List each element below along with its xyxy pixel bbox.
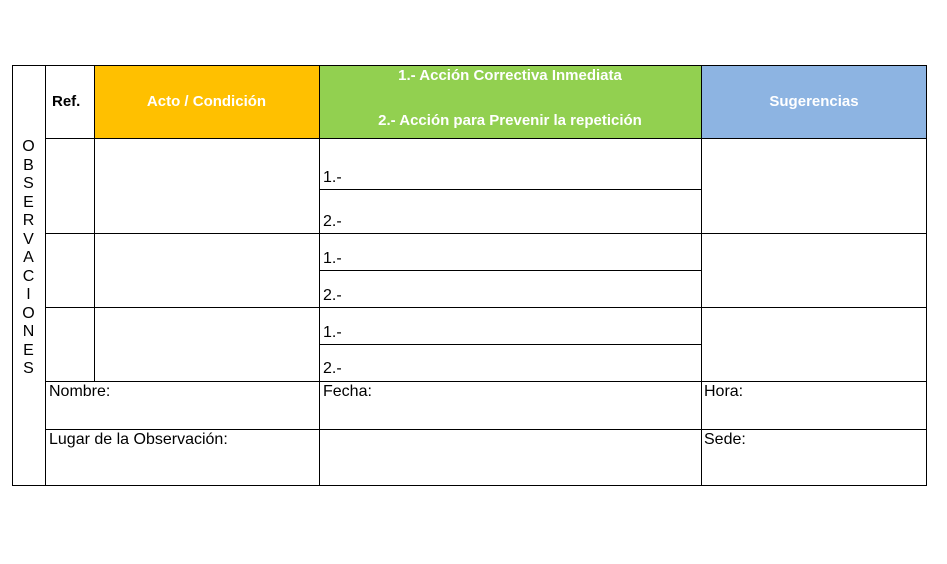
side-label-observaciones <box>12 138 45 379</box>
header-sugerencias <box>701 65 927 138</box>
header-ref <box>45 65 94 138</box>
header-accion-correctiva: 1.- Acción Correctiva Inmediata <box>398 67 622 84</box>
row-1-accion-1: 1.- <box>323 169 342 186</box>
accion-split-2 <box>319 270 701 271</box>
side-letter: S <box>23 360 34 377</box>
divider-side <box>45 65 46 486</box>
row-3-accion-2: 2.- <box>323 360 342 377</box>
side-letter: I <box>26 286 31 303</box>
side-letter: O <box>22 304 35 322</box>
header-sugerencias-label: Sugerencias <box>769 93 859 110</box>
row-line-4 <box>45 429 927 430</box>
side-letter: R <box>22 212 35 229</box>
border-bottom <box>12 485 927 486</box>
divider-acto <box>319 65 320 486</box>
border-top <box>12 65 927 66</box>
nombre-label: Nombre: <box>49 383 111 400</box>
observation-form <box>12 65 927 486</box>
side-letter: E <box>23 193 34 211</box>
row-2-accion-1: 1.- <box>323 250 342 267</box>
side-letter: A <box>23 249 34 266</box>
accion-split-3 <box>319 344 701 345</box>
row-line-header <box>45 138 927 139</box>
header-acto-condicion <box>94 65 319 138</box>
row-line-1 <box>45 233 927 234</box>
border-right <box>926 65 927 486</box>
lugar-observacion-label: Lugar de la Observación: <box>49 431 228 448</box>
row-line-2 <box>45 307 927 308</box>
sede-label: Sede: <box>704 431 746 448</box>
side-letter: B <box>23 156 34 174</box>
fecha-label: Fecha: <box>323 383 372 400</box>
accion-split-1 <box>319 189 701 190</box>
row-2-accion-2: 2.- <box>323 287 342 304</box>
divider-accion <box>701 65 702 486</box>
row-line-3 <box>45 381 927 382</box>
row-3-accion-1: 1.- <box>323 324 342 341</box>
side-letter: O <box>22 138 35 155</box>
side-letter: V <box>23 230 34 248</box>
header-acto-label: Acto / Condición <box>146 93 267 110</box>
hora-label: Hora: <box>704 383 744 400</box>
side-letter: C <box>22 267 35 285</box>
side-letter: E <box>23 341 34 359</box>
row-1-accion-2: 2.- <box>323 213 342 230</box>
side-letter: S <box>23 175 34 192</box>
header-ref-label: Ref. <box>52 93 81 110</box>
divider-ref <box>94 65 95 381</box>
header-accion-prevenir: 2.- Acción para Prevenir la repetición <box>378 112 642 129</box>
header-accion <box>319 65 701 138</box>
side-letter: N <box>22 323 35 340</box>
